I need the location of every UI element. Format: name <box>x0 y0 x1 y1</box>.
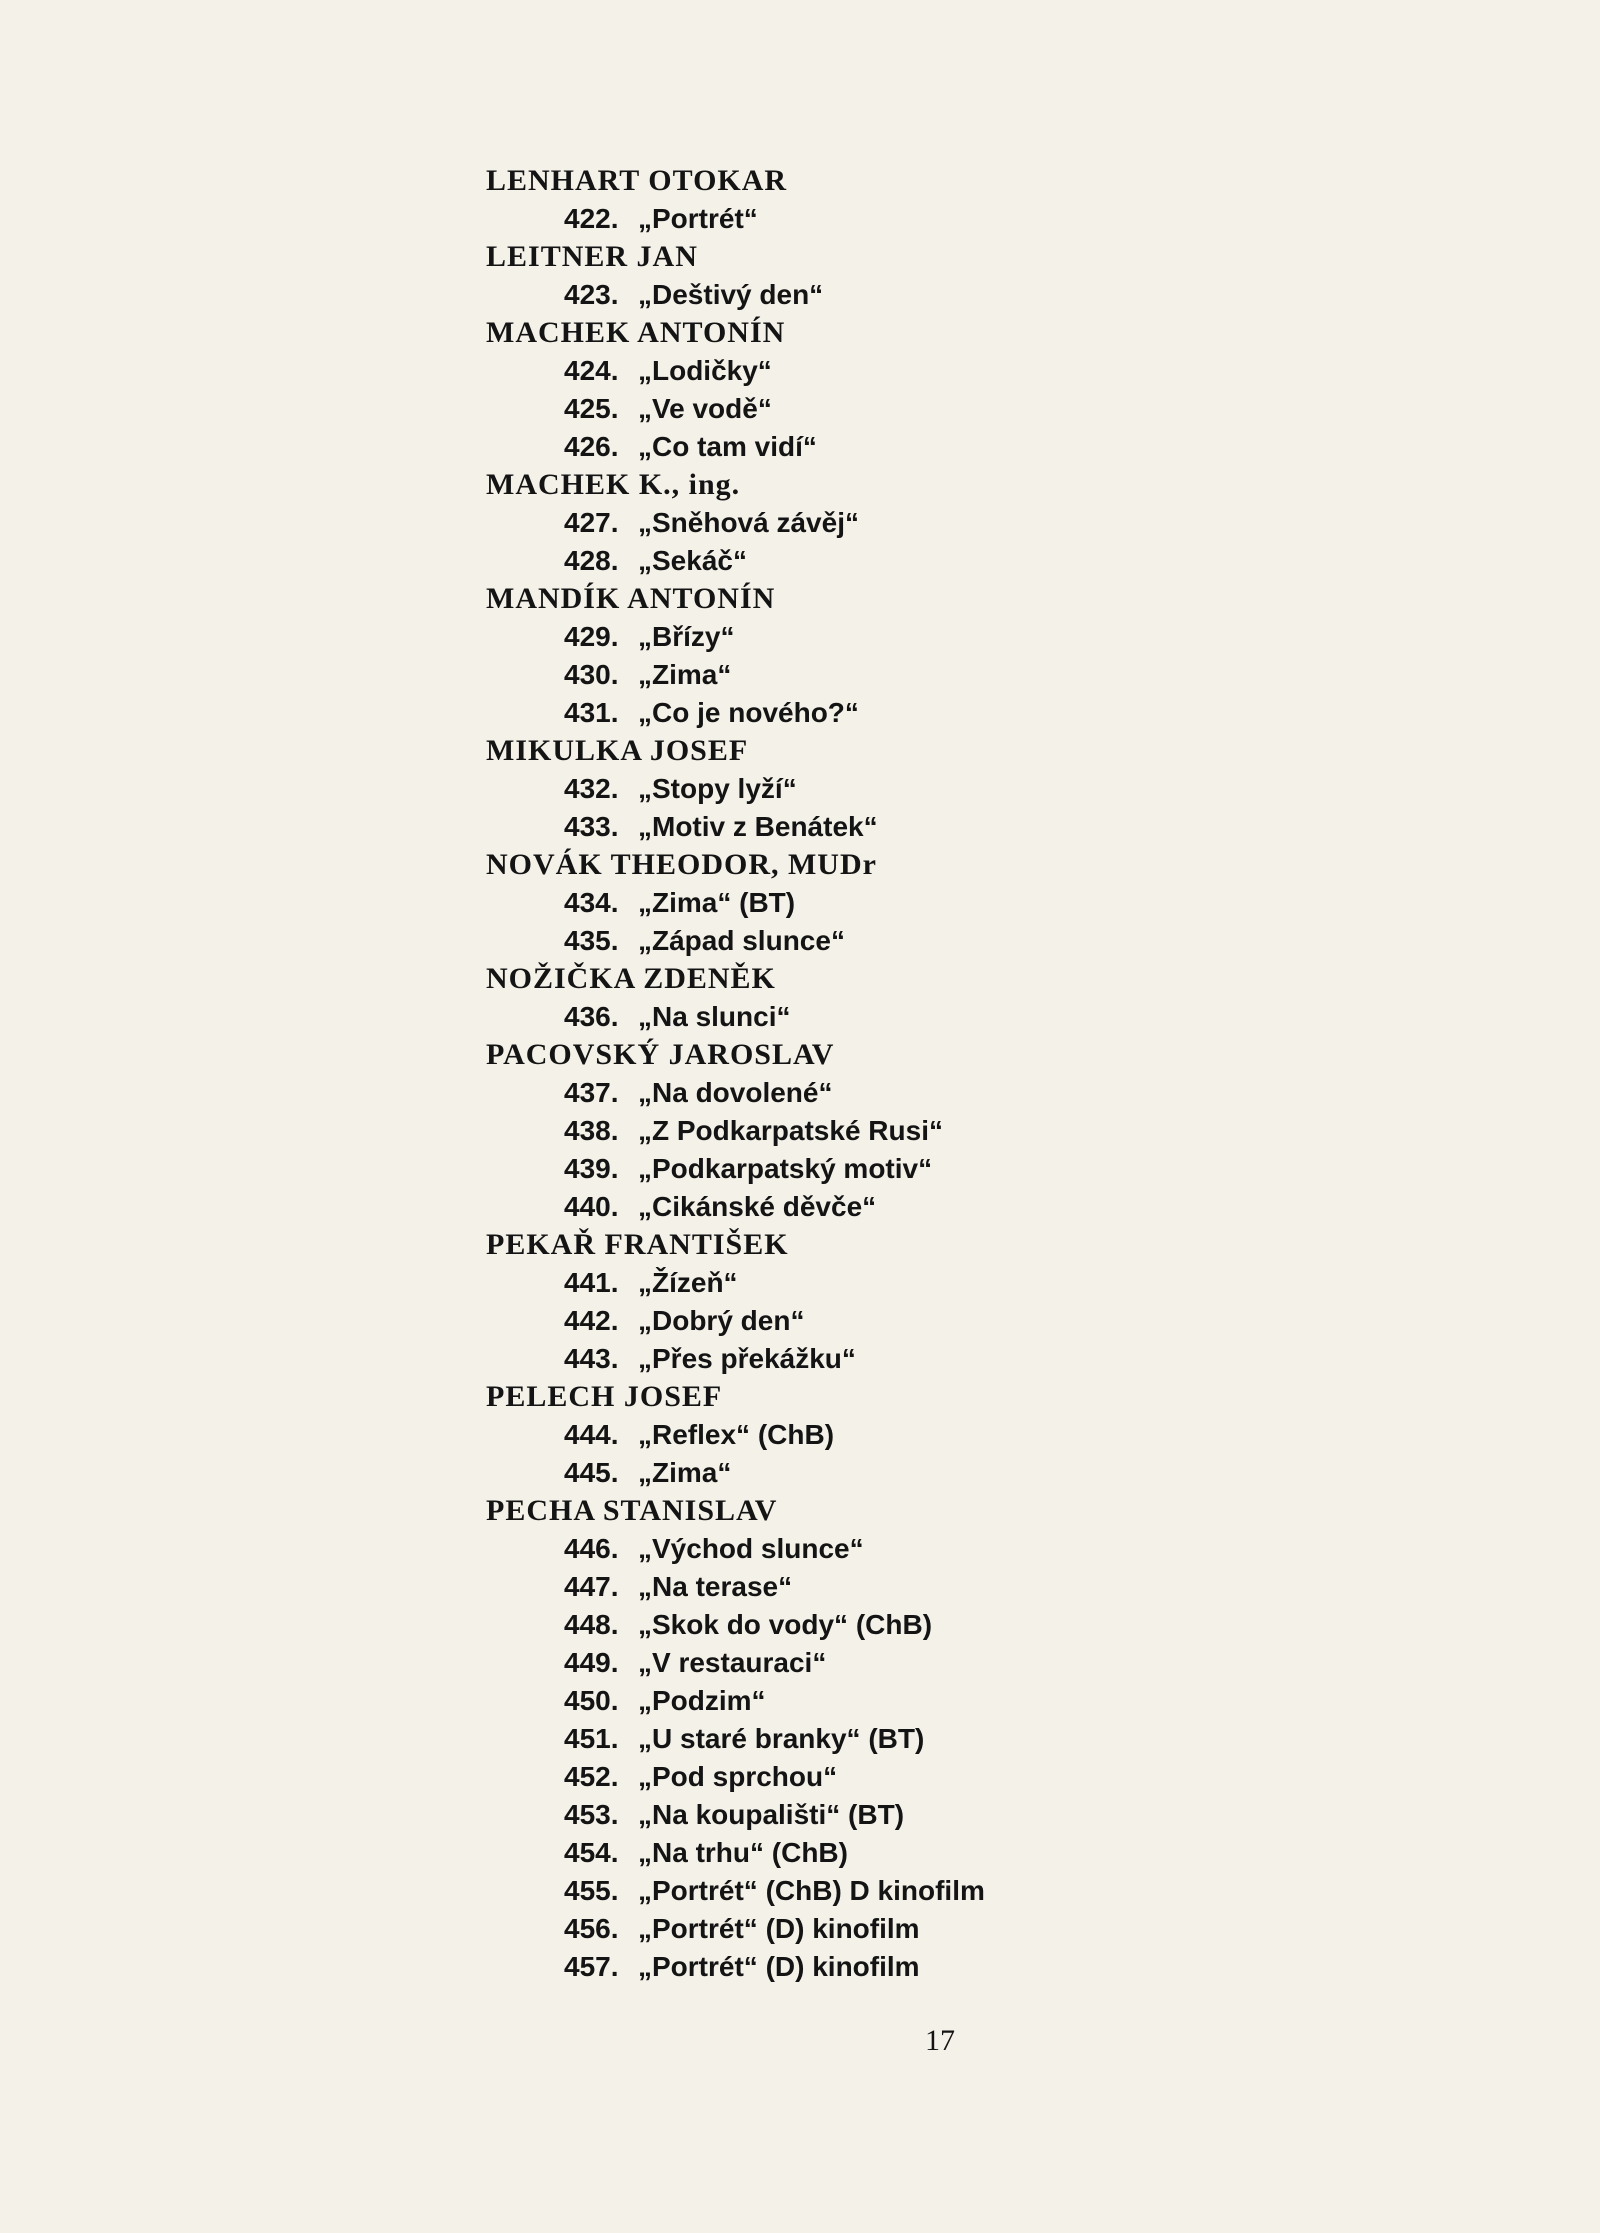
entry-title: „Na slunci“ <box>638 1001 791 1032</box>
entry-title: „Na trhu“ (ChB) <box>638 1837 848 1868</box>
entry-number: 428. <box>564 545 619 576</box>
entry-title: „Lodičky“ <box>638 355 772 386</box>
entry-title: „Motiv z Benátek“ <box>638 811 878 842</box>
entry-number: 443. <box>564 1343 619 1374</box>
entry-title: „Pod sprchou“ <box>638 1761 838 1792</box>
entry-title: „Skok do vody“ (ChB) <box>638 1609 933 1640</box>
entry-title: „Reflex“ (ChB) <box>638 1419 835 1450</box>
catalog-entry <box>486 200 1386 238</box>
entry-number: 450. <box>564 1685 619 1716</box>
entry-title: „Co je nového?“ <box>638 697 859 728</box>
catalog-entry <box>486 428 1386 466</box>
catalog-entry <box>486 1074 1386 1112</box>
entry-number: 432. <box>564 773 619 804</box>
entry-title: „Portrét“ (D) kinofilm <box>638 1913 920 1944</box>
entry-number: 427. <box>564 507 619 538</box>
catalog-entry <box>486 808 1386 846</box>
entry-number: 438. <box>564 1115 619 1146</box>
catalog-entry <box>486 276 1386 314</box>
catalog-entry <box>486 656 1386 694</box>
entry-number: 423. <box>564 279 619 310</box>
author-heading: MIKULKA JOSEF <box>486 734 749 767</box>
catalog-entry <box>486 1606 1386 1644</box>
entry-title: „Z Podkarpatské Rusi“ <box>638 1115 943 1146</box>
catalog-entry <box>486 1340 1386 1378</box>
entry-number: 430. <box>564 659 619 690</box>
catalog-entry <box>486 884 1386 922</box>
entry-number: 433. <box>564 811 619 842</box>
entry-title: „Portrét“ (D) kinofilm <box>638 1951 920 1982</box>
catalog-entry <box>486 1188 1386 1226</box>
catalog-entry <box>486 998 1386 1036</box>
catalog-entry <box>486 1834 1386 1872</box>
catalog-entry <box>486 1682 1386 1720</box>
catalog-entry <box>486 1416 1386 1454</box>
entry-number: 437. <box>564 1077 619 1108</box>
entry-number: 431. <box>564 697 619 728</box>
catalog-entry <box>486 542 1386 580</box>
entry-title: „Cikánské děvče“ <box>638 1191 877 1222</box>
entry-title: „Západ slunce“ <box>638 925 845 956</box>
catalog-entry <box>486 1264 1386 1302</box>
entry-title: „Portrét“ (ChB) D kinofilm <box>638 1875 985 1906</box>
entry-title: „Deštivý den“ <box>638 279 824 310</box>
catalog-entry <box>486 1454 1386 1492</box>
entry-title: „Zima“ <box>638 1457 732 1488</box>
entry-title: „Na terase“ <box>638 1571 793 1602</box>
author-heading: MACHEK ANTONÍN <box>486 316 786 349</box>
entry-number: 449. <box>564 1647 619 1678</box>
entry-number: 426. <box>564 431 619 462</box>
catalog-entry <box>486 1758 1386 1796</box>
page-number: 17 <box>925 2024 955 2057</box>
entry-number: 435. <box>564 925 619 956</box>
entry-number: 439. <box>564 1153 619 1184</box>
entry-title: „Zima“ (BT) <box>638 887 796 918</box>
entry-title: „Podzim“ <box>638 1685 766 1716</box>
catalog-entry <box>486 1910 1386 1948</box>
entry-number: 422. <box>564 203 619 234</box>
entry-number: 440. <box>564 1191 619 1222</box>
author-heading: PELECH JOSEF <box>486 1380 723 1413</box>
entry-number: 424. <box>564 355 619 386</box>
catalog-entry <box>486 1644 1386 1682</box>
entry-number: 451. <box>564 1723 619 1754</box>
entry-title: „Sekáč“ <box>638 545 747 576</box>
entry-number: 457. <box>564 1951 619 1982</box>
catalog-entry <box>486 504 1386 542</box>
author-heading: MACHEK K., ing. <box>486 468 741 501</box>
author-heading: PACOVSKÝ JAROSLAV <box>486 1038 835 1071</box>
entry-title: „Žízeň“ <box>638 1267 738 1298</box>
entry-number: 453. <box>564 1799 619 1830</box>
entry-number: 444. <box>564 1419 619 1450</box>
catalog-entry <box>486 1720 1386 1758</box>
author-heading: LEITNER JAN <box>486 240 698 273</box>
entry-title: „Sněhová závěj“ <box>638 507 859 538</box>
entry-number: 448. <box>564 1609 619 1640</box>
entry-title: „Dobrý den“ <box>638 1305 805 1336</box>
entry-title: „Ve vodě“ <box>638 393 772 424</box>
catalog-entry <box>486 1872 1386 1910</box>
author-heading: NOVÁK THEODOR, MUDr <box>486 848 877 881</box>
entry-number: 454. <box>564 1837 619 1868</box>
entry-title: „Břízy“ <box>638 621 735 652</box>
entry-number: 452. <box>564 1761 619 1792</box>
entry-number: 429. <box>564 621 619 652</box>
entry-title: „V restauraci“ <box>638 1647 827 1678</box>
entry-title: „Co tam vidí“ <box>638 431 817 462</box>
entry-title: „Stopy lyží“ <box>638 773 797 804</box>
catalog-entry <box>486 922 1386 960</box>
entry-title: „Východ slunce“ <box>638 1533 864 1564</box>
entry-title: „Zima“ <box>638 659 732 690</box>
catalog-entry <box>486 1796 1386 1834</box>
entry-number: 456. <box>564 1913 619 1944</box>
catalog-entry <box>486 390 1386 428</box>
entry-title: „U staré branky“ (BT) <box>638 1723 925 1754</box>
entry-number: 425. <box>564 393 619 424</box>
author-heading: PECHA STANISLAV <box>486 1494 778 1527</box>
author-heading: PEKAŘ FRANTIŠEK <box>486 1228 789 1261</box>
catalog-entry <box>486 1150 1386 1188</box>
catalog-entry <box>486 694 1386 732</box>
catalog-entry <box>486 770 1386 808</box>
entry-title: „Portrét“ <box>638 203 758 234</box>
entry-number: 447. <box>564 1571 619 1602</box>
entry-title: „Podkarpatský motiv“ <box>638 1153 933 1184</box>
entry-number: 445. <box>564 1457 619 1488</box>
exhibit-catalog-list <box>486 162 1386 1986</box>
catalog-entry <box>486 1568 1386 1606</box>
catalog-entry <box>486 1948 1386 1986</box>
entry-number: 434. <box>564 887 619 918</box>
catalog-entry <box>486 1302 1386 1340</box>
entry-number: 446. <box>564 1533 619 1564</box>
catalog-entry <box>486 618 1386 656</box>
entry-title: „Přes překážku“ <box>638 1343 856 1374</box>
catalog-entry <box>486 1112 1386 1150</box>
author-heading: MANDÍK ANTONÍN <box>486 582 776 615</box>
entry-number: 441. <box>564 1267 619 1298</box>
catalog-entry <box>486 352 1386 390</box>
author-heading: LENHART OTOKAR <box>486 164 788 197</box>
entry-number: 436. <box>564 1001 619 1032</box>
entry-title: „Na dovolené“ <box>638 1077 833 1108</box>
author-heading: NOŽIČKA ZDENĚK <box>486 962 776 995</box>
entry-title: „Na koupališti“ (BT) <box>638 1799 905 1830</box>
entry-number: 455. <box>564 1875 619 1906</box>
catalog-entry <box>486 1530 1386 1568</box>
entry-number: 442. <box>564 1305 619 1336</box>
